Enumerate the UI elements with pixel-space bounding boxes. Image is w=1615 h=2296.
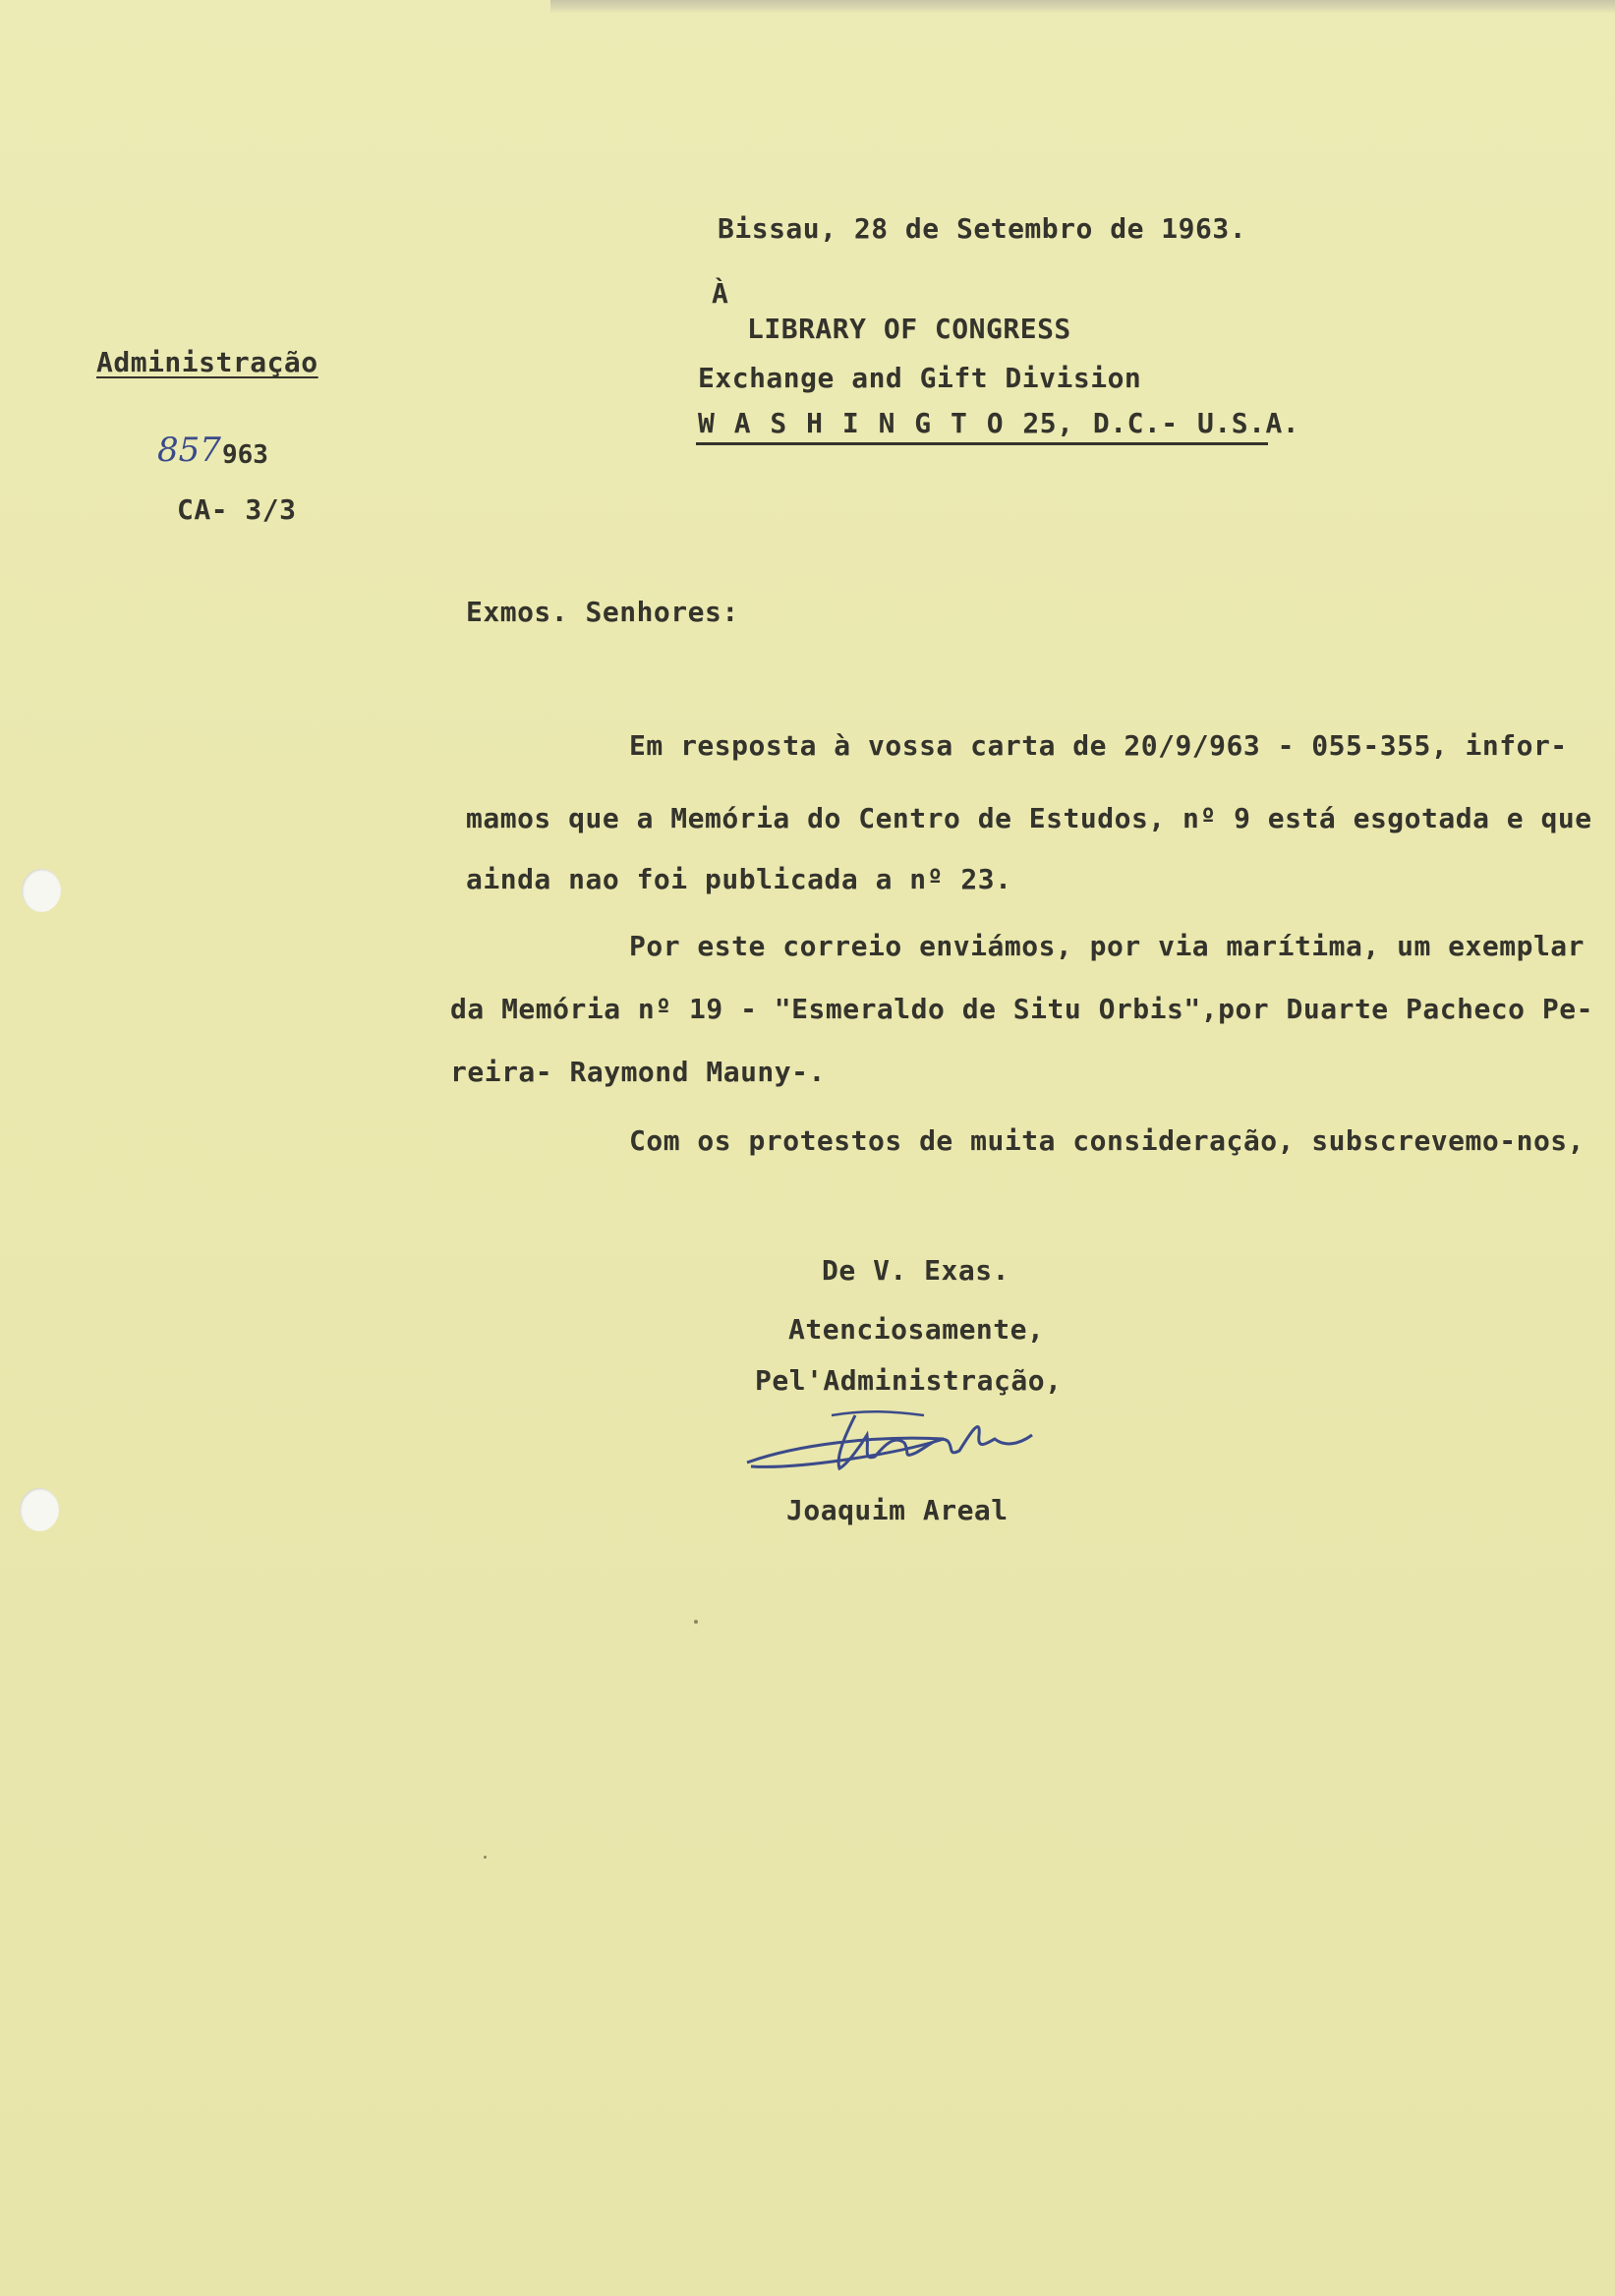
- paragraph3: Com os protestos de muita consideração, subscrevemo-nos,: [629, 1124, 1586, 1157]
- paragraph1-line3: ainda nao foi publicada a nº 23.: [466, 863, 1012, 895]
- date-line: Bissau, 28 de Setembro de 1963.: [718, 212, 1247, 245]
- recipient-city: W A S H I N G T O 25, D.C.- U.S.A.: [698, 407, 1300, 439]
- handwritten-signature: [737, 1396, 1071, 1494]
- punch-hole-bottom: [20, 1488, 59, 1531]
- recipient-prefix: À: [712, 277, 729, 310]
- signatory-name: Joaquim Areal: [786, 1494, 1009, 1526]
- recipient-name: LIBRARY OF CONGRESS: [747, 313, 1071, 345]
- punch-hole-top: [22, 869, 61, 912]
- paragraph2-line2: da Memória nº 19 - "Esmeraldo de Situ Orbis",por Duarte Pacheco Pe-: [450, 993, 1593, 1025]
- reference-handwritten-number: 857: [157, 430, 221, 470]
- address-underline: [696, 442, 1268, 445]
- paper-speck: [694, 1620, 698, 1624]
- reference-code: CA- 3/3: [177, 493, 297, 526]
- paper-speck: [484, 1856, 487, 1859]
- salutation: Exmos. Senhores:: [466, 596, 739, 628]
- closing-line2: Atenciosamente,: [788, 1313, 1045, 1346]
- paragraph2-line3: reira- Raymond Mauny-.: [450, 1056, 826, 1088]
- reference-typed-suffix: 963: [222, 440, 268, 470]
- recipient-division: Exchange and Gift Division: [698, 362, 1142, 394]
- paragraph1-line2: mamos que a Memória do Centro de Estudos, nº 9 está esgotada e que: [466, 802, 1592, 834]
- sender-department: Administração: [96, 346, 318, 378]
- paper-edge: [550, 0, 1615, 14]
- paragraph2-line1: Por este correio enviámos, por via marítima, um exemplar: [629, 930, 1586, 962]
- closing-line3: Pel'Administração,: [755, 1364, 1063, 1397]
- paragraph1-line1: Em resposta à vossa carta de 20/9/963 - 055-355, infor-: [629, 729, 1568, 762]
- closing-line1: De V. Exas.: [822, 1254, 1009, 1287]
